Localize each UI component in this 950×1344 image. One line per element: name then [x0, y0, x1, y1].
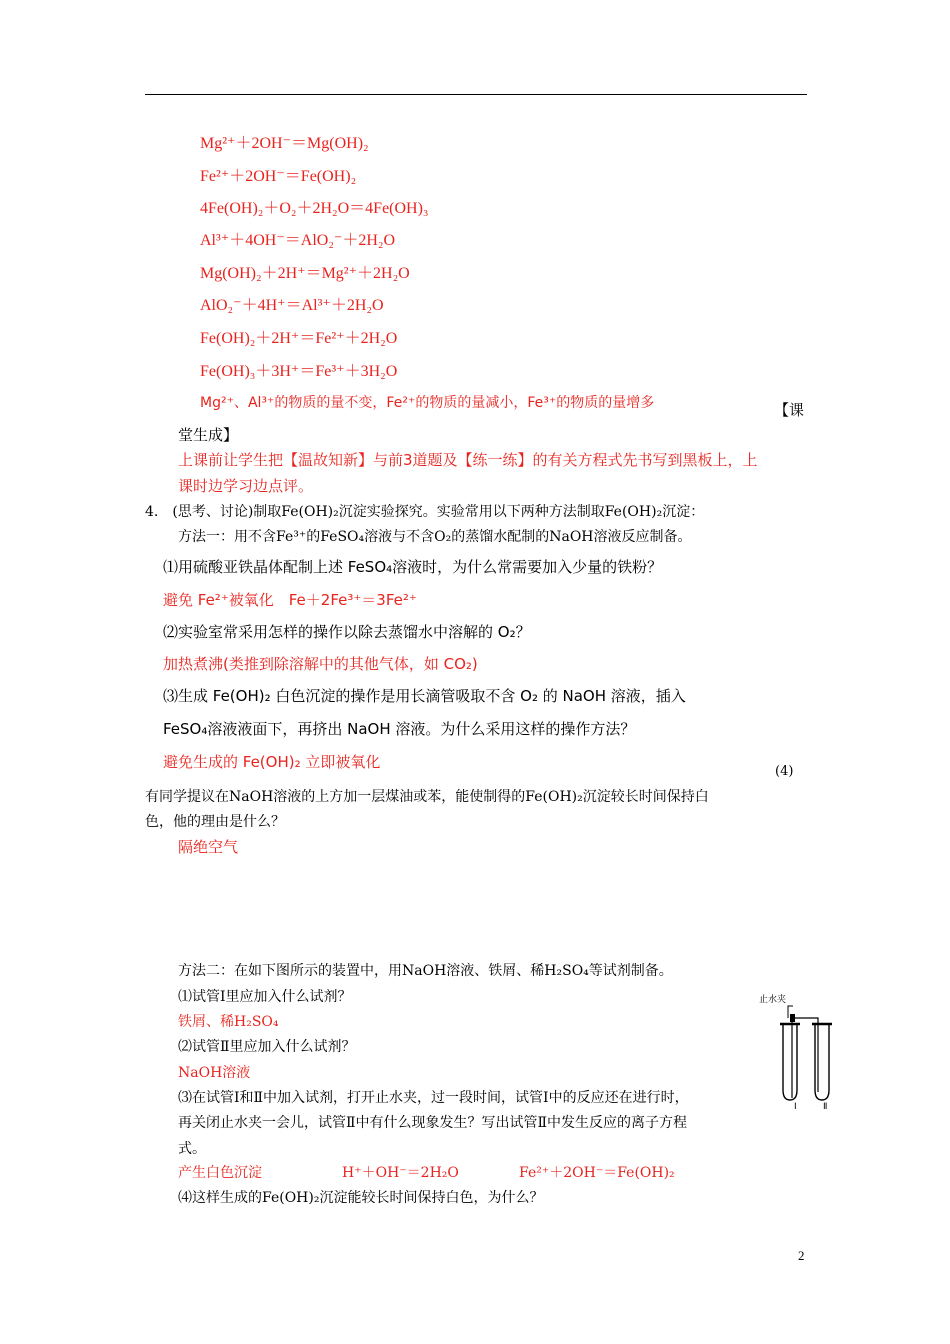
method2-question-1: ⑴试管Ⅰ里应加入什么试剂？ [178, 989, 352, 1005]
method2-answer-1: 铁屑、稀H₂SO₄ [178, 1014, 279, 1030]
header-rule [145, 94, 807, 95]
apparatus-diagram [757, 992, 841, 1110]
method2-question-3: ⑶在试管Ⅰ和Ⅱ中加入试剂，打开止水夹，过一段时间，试管Ⅰ中的反应还在进行时， [178, 1090, 689, 1106]
equation-line: Fe(OH)₃＋3H⁺＝Fe³⁺＋3H₂O [200, 363, 398, 380]
tube-1-label: Ⅰ [794, 1101, 797, 1110]
clamp-label: 止水夹 [759, 995, 787, 1005]
clamp-icon [790, 1014, 795, 1022]
conclusion-text: Mg²⁺、Al³⁺的物质的量不变，Fe²⁺的物质的量减小，Fe³⁺的物质的量增多 [200, 395, 655, 411]
tube-2-label: Ⅱ [823, 1101, 828, 1110]
method-1-intro: 方法一：用不含Fe³⁺的FeSO₄溶液与不含O₂的蒸馏水配制的NaOH溶液反应制备。 [178, 529, 692, 545]
connecting-tube [792, 1018, 818, 1098]
method2-answer-3-equation: H⁺＋OH⁻＝2H₂O [342, 1165, 459, 1181]
method1-question-1: ⑴用硫酸亚铁晶体配制上述 FeSO₄溶液时，为什么常需要加入少量的铁粉？ [163, 558, 663, 576]
method1-question-3: ⑶生成 Fe(OH)₂ 白色沉淀的操作是用长滴管吸取不含 O₂ 的 NaOH 溶液，插入 [163, 687, 686, 705]
equation-line: 4Fe(OH)₂＋O₂＋2H₂O＝4Fe(OH)₃ [200, 200, 429, 217]
class-heading-part1: 【课 [774, 401, 805, 419]
method2-question-3: 式。 [178, 1141, 206, 1157]
method2-answer-2: NaOH溶液 [178, 1065, 251, 1081]
equation-line: Al³⁺＋4OH⁻＝AlO₂⁻＋2H₂O [200, 232, 396, 249]
method1-question-3: FeSO₄溶液液面下，再挤出 NaOH 溶液。为什么采用这样的操作方法？ [163, 720, 636, 738]
method-2-intro: 方法二：在如下图所示的装置中，用NaOH溶液、铁屑、稀H₂SO₄等试剂制备。 [178, 963, 673, 979]
question-number-4: (4) [775, 764, 794, 779]
equation-line: Fe(OH)₂＋2H⁺＝Fe²⁺＋2H₂O [200, 330, 398, 347]
method1-answer-1: 避免 Fe²⁺被氧化 Fe＋2Fe³⁺＝3Fe²⁺ [163, 591, 417, 609]
method2-answer-3-equation: Fe²⁺＋2OH⁻＝Fe(OH)₂ [519, 1165, 675, 1181]
page-number: 2 [798, 1248, 805, 1263]
class-note-line: 课时边学习边点评。 [178, 477, 314, 495]
class-note-line: 上课前让学生把【温故知新】与前3道题及【练一练】的有关方程式先书写到黑板上，上 [178, 451, 758, 469]
method1-question-4: 有同学提议在NaOH溶液的上方加一层煤油或苯，能使制得的Fe(OH)₂沉淀较长时间保持白 [145, 789, 709, 805]
class-heading-part2: 堂生成】 [178, 426, 239, 444]
method1-answer-2: 加热煮沸(类推到除溶解中的其他气体，如 CO₂) [163, 655, 478, 673]
equation-line: Mg(OH)₂＋2H⁺＝Mg²⁺＋2H₂O [200, 265, 410, 282]
method2-answer-3: 产生白色沉淀 [178, 1165, 262, 1181]
method1-question-2: ⑵实验室常采用怎样的操作以除去蒸馏水中溶解的 O₂？ [163, 623, 531, 641]
equation-line: Fe²⁺＋2OH⁻＝Fe(OH)₂ [200, 168, 357, 185]
method2-question-4: ⑷这样生成的Fe(OH)₂沉淀能较长时间保持白色，为什么？ [178, 1190, 544, 1206]
test-tube-2 [815, 1024, 829, 1100]
method1-question-4: 色，他的理由是什么？ [145, 814, 285, 830]
method1-answer-4: 隔绝空气 [178, 838, 239, 856]
method2-question-2: ⑵试管Ⅱ里应加入什么试剂？ [178, 1039, 356, 1055]
question-4-title: 4. (思考、讨论)制取Fe(OH)₂沉淀实验探究。实验常用以下两种方法制取Fe(OH)₂沉淀： [145, 504, 705, 520]
test-tube-1 [783, 1024, 797, 1100]
method2-question-3: 再关闭止水夹一会儿，试管Ⅱ中有什么现象发生？写出试管Ⅱ中发生反应的离子方程 [178, 1115, 688, 1131]
method1-answer-3: 避免生成的 Fe(OH)₂ 立即被氧化 [163, 753, 381, 771]
equation-line: Mg²⁺＋2OH⁻＝Mg(OH)₂ [200, 135, 369, 152]
equation-line: AlO₂⁻＋4H⁺＝Al³⁺＋2H₂O [200, 297, 384, 314]
